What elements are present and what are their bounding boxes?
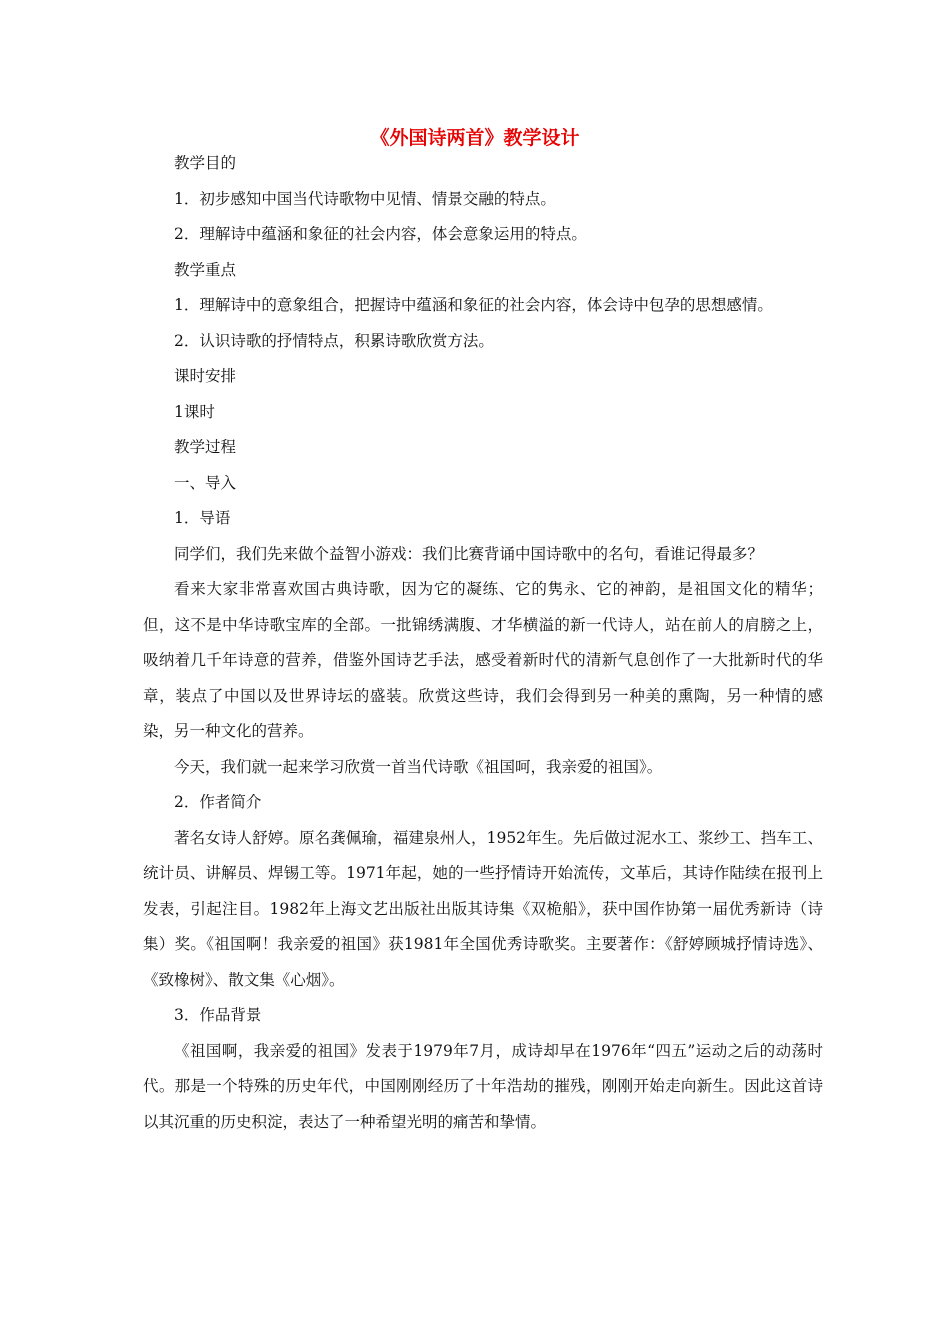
subsection-guide-heading: 1．导语 — [174, 509, 231, 527]
section-intro-heading: 一、导入 — [174, 473, 237, 492]
schedule-value: 1课时 — [174, 402, 215, 421]
schedule-heading: 课时安排 — [174, 367, 237, 385]
page-title: 《外国诗两首》教学设计 — [370, 127, 580, 149]
intro-paragraph-1: 同学们，我们先来做个益智小游戏：我们比赛背诵中国诗歌中的名句，看谁记得最多？ — [174, 544, 764, 563]
author-paragraph: 著名女诗人舒婷。原名龚佩瑜，福建泉州人，1952年生。先后做过泥水工、浆纱工、挡车工、统计员、讲解员、焊锡工等。1971年起，她的一些抒情诗开始流传，文革后，其诗作陆续在报刊上发表，引起注目。1982年上海文艺出版社出版其诗集《双桅船》，获中国作协第一届优秀新诗（诗集）奖。《祖国啊！我亲爱的祖国》获1981年全国优秀诗歌奖。主要著作：《舒婷顾城抒情诗选》、《致橡树》、散文集《心烟》。 — [143, 828, 823, 989]
focus-heading: 教学重点 — [174, 260, 237, 279]
objective-heading: 教学目的 — [174, 154, 237, 172]
subsection-author-heading: 2．作者简介 — [174, 793, 262, 811]
intro-paragraph-3: 今天，我们就一起来学习欣赏一首当代诗歌《祖国呵，我亲爱的祖国》。 — [174, 757, 663, 776]
objective-item-1: 1．初步感知中国当代诗歌物中见情、情景交融的特点。 — [174, 189, 556, 208]
focus-item-2: 2．认识诗歌的抒情特点，积累诗歌欣赏方法。 — [174, 331, 494, 350]
background-paragraph: 《祖国啊，我亲爱的祖国》发表于1979年7月，成诗却早在1976年“四五”运动之后的动荡时代。那是一个特殊的历史年代，中国刚刚经历了十年浩劫的摧残，刚刚开始走向新生。因此这首诗以其沉重的历史积淀，表达了一种希望光明的痛苦和挚情。 — [143, 1041, 823, 1131]
subsection-background-heading: 3．作品背景 — [174, 1006, 262, 1024]
focus-item-1: 1．理解诗中的意象组合，把握诗中蕴涵和象征的社会内容，体会诗中包孕的思想感情。 — [174, 296, 773, 314]
objective-item-2: 2．理解诗中蕴涵和象征的社会内容，体会意象运用的特点。 — [174, 225, 587, 243]
process-heading: 教学过程 — [174, 438, 237, 456]
document-body — [143, 146, 823, 1140]
intro-paragraph-2: 看来大家非常喜欢国古典诗歌，因为它的凝练、它的隽永、它的神韵，是祖国文化的精华；但，这不是中华诗歌宝库的全部。一批锦绣满腹、才华横溢的新一代诗人，站在前人的肩膀之上，吸纳着几千年诗意的营养，借鉴外国诗艺手法，感受着新时代的清新气息创作了一大批新时代的华章，装点了中国以及世界诗坛的盛装。欣赏这些诗，我们会得到另一种美的熏陶，另一种情的感染，另一种文化的营养。 — [143, 580, 823, 740]
